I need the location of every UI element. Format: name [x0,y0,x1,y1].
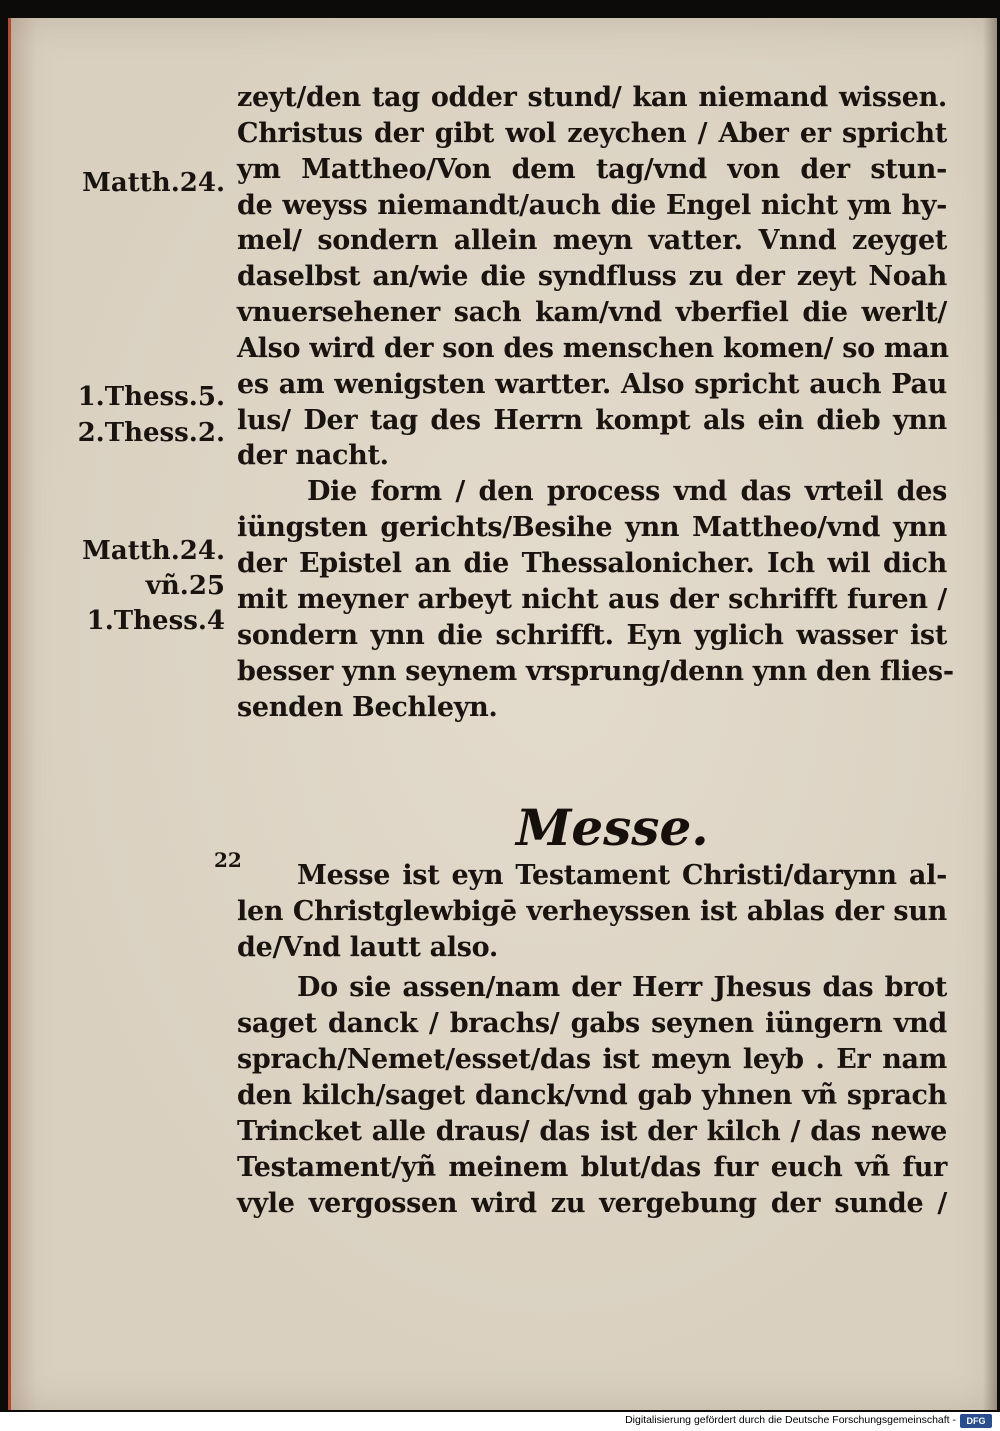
text-line: mel/ sondern allein meyn vatter. Vnnd zeyget [237,225,947,256]
text-line: vyle vergossen wird zu vergebung der sunde / [237,1188,947,1219]
text-line: zeyt/den tag odder stund/ kan niemand wissen. [237,82,947,113]
text-line: Also wird der son des menschen komen/ so man [237,333,949,364]
text-line: der Epistel an die Thessalonicher. Ich wil dich [237,548,947,579]
margin-note-thess: 1.Thess.5. [77,382,225,412]
text-line: vnuersehener sach kam/vnd vberfiel die werlt/ [237,297,947,328]
margin-note-vnd: vñ.25 [145,571,225,601]
text-line: der nacht. [237,440,389,471]
text-line: Testament/yñ meinem blut/das fur euch vñ fur [237,1152,947,1183]
text-line: Christus der gibt wol zeychen / Aber er spricht [237,118,947,149]
text-line: de/Vnd lautt also. [237,932,498,963]
text-line: den kilch/saget danck/vnd gab yhnen vñ sprach [237,1080,947,1111]
text-line: lus/ Der tag des Herrn kompt als ein dieb ynn [237,405,947,436]
page-edge-shadow [983,18,997,1410]
text-line: senden Bechleyn. [237,692,498,723]
section-number: 22 [214,848,242,872]
margin-note-thess: 1.Thess.4 [86,606,225,636]
text-line: ym Mattheo/Von dem tag/vnd von der stun- [237,154,947,185]
text-line: Messe ist eyn Testament Christi/darynn al- [297,860,947,891]
text-line: Trincket alle draus/ das ist der kilch / das newe [237,1116,947,1147]
text-line: sondern ynn die schrifft. Eyn yglich wasser ist [237,620,947,651]
footer-bar [0,1412,1000,1431]
section-heading: Messe. [516,798,709,857]
margin-note-matth: Matth.24. [82,168,225,198]
text-line: es am wenigsten wartter. Also spricht auch Pau [237,369,947,400]
footer-credit: Digitalisierung gefördert durch die Deutsche Forschungsgemeinschaft - [625,1414,956,1426]
text-line: len Christglewbigē verheyssen ist ablas der sun [237,896,947,927]
text-line: Do sie assen/nam der Herr Jhesus das brot [297,972,947,1003]
dfg-logo-icon: DFG [960,1414,992,1428]
book-page [8,18,997,1410]
text-line: mit meyner arbeyt nicht aus der schrifft furen / [237,584,947,615]
text-line: Die form / den process vnd das vrteil des [307,476,947,507]
text-line: besser ynn seynem vrsprung/denn ynn den flies- [237,656,954,687]
text-line: de weyss niemandt/auch die Engel nicht ym hy- [237,190,947,221]
text-line: daselbst an/wie die syndfluss zu der zeyt Noah [237,261,947,292]
margin-note-matth: Matth.24. [82,536,225,566]
text-line: saget danck / brachs/ gabs seynen iüngern vnd [237,1008,947,1039]
text-line: sprach/Nemet/esset/das ist meyn leyb . Er nam [237,1044,947,1075]
margin-note-thess: 2.Thess.2. [77,418,225,448]
text-line: iüngsten gerichts/Besihe ynn Mattheo/vnd ynn [237,512,947,543]
